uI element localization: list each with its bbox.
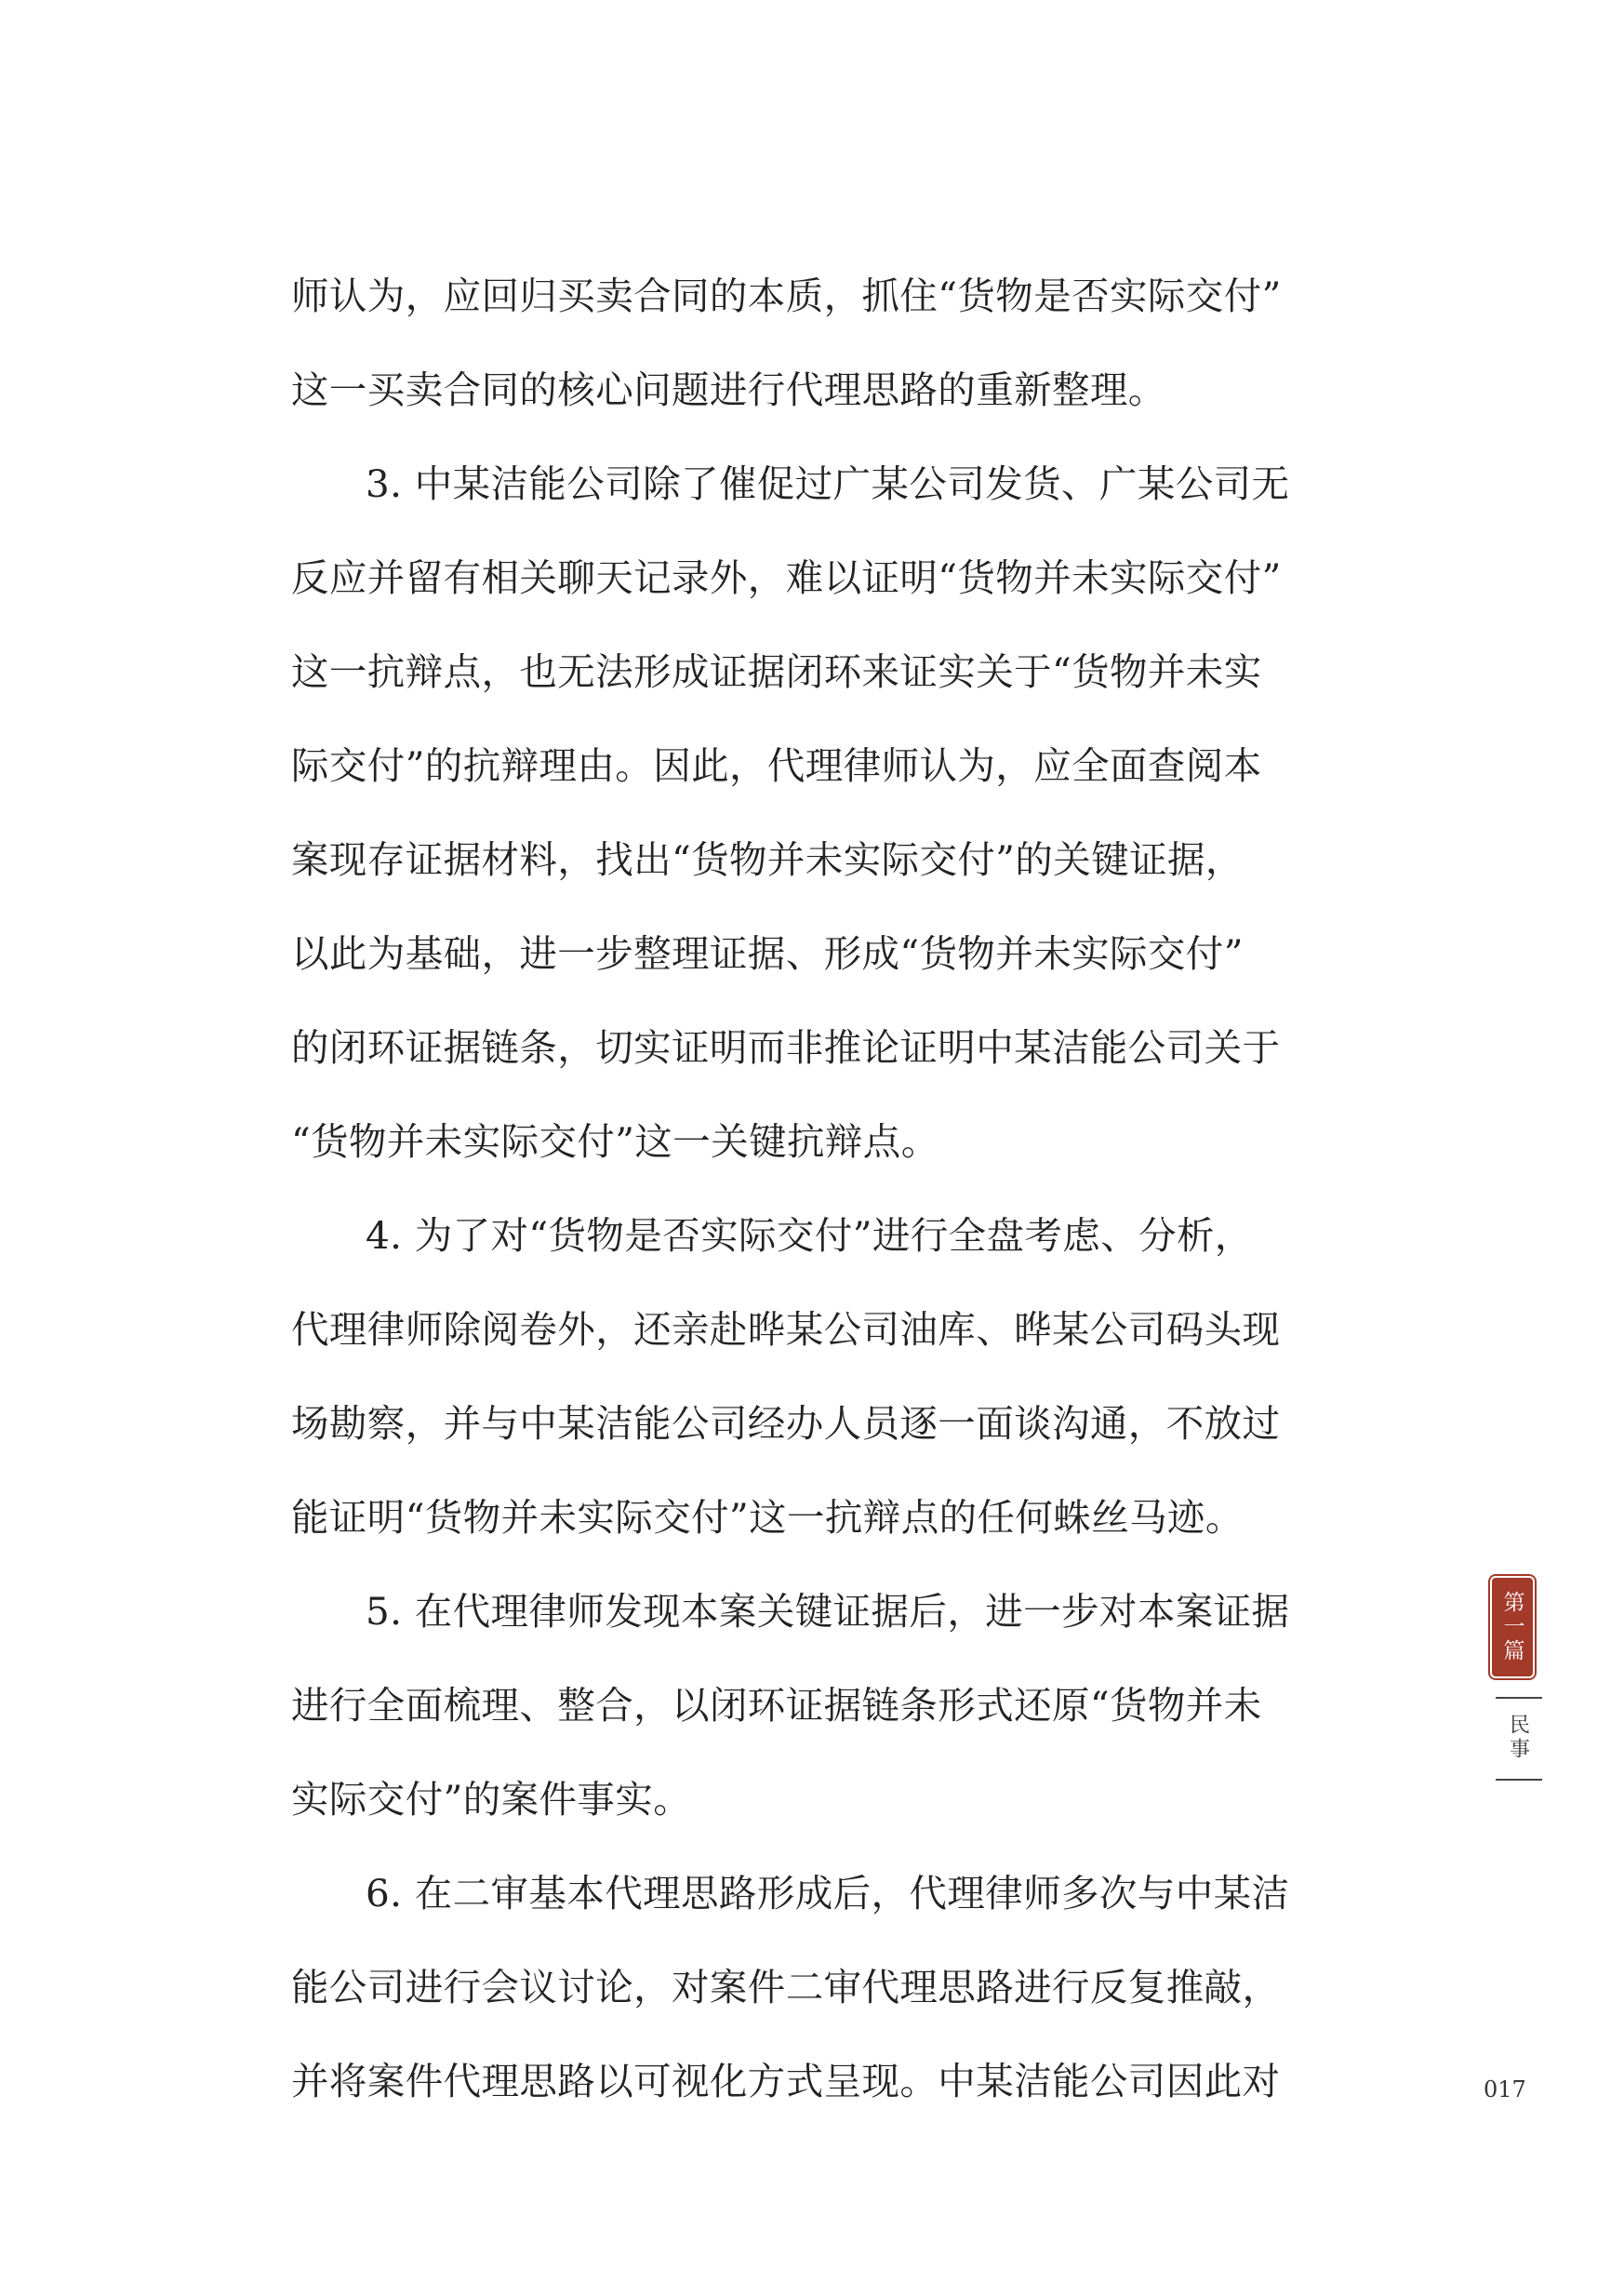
- text-line: 5. 在代理律师发现本案关键证据后，进一步对本案证据: [366, 1589, 1290, 1634]
- section-rule-bottom: [1496, 1779, 1542, 1781]
- body-text: [291, 249, 1324, 2129]
- text-line: 实际交付”的案件事实。: [291, 1777, 692, 1822]
- chapter-tab-label: 第一篇: [1499, 1591, 1524, 1663]
- text-line: 这一抗辩点，也无法形成证据闭环来证实关于“货物并未实: [291, 649, 1262, 694]
- section-label: [1498, 1710, 1538, 1766]
- section-label-text: 民事: [1506, 1714, 1530, 1762]
- text-line: 反应并留有相关聊天记录外，难以证明“货物并未实际交付”: [291, 555, 1282, 600]
- text-line: 能证明“货物并未实际交付”这一抗辩点的任何蛛丝马迹。: [291, 1495, 1244, 1540]
- text-line: 的闭环证据链条，切实证明而非推论证明中某洁能公司关于: [291, 1025, 1281, 1070]
- section-rule-top: [1496, 1697, 1542, 1699]
- text-line: 代理律师除阅卷外，还亲赴晔某公司油库、晔某公司码头现: [291, 1307, 1281, 1352]
- chapter-tab: [1492, 1578, 1533, 1676]
- page-number: 017: [1484, 2076, 1526, 2102]
- text-line: 以此为基础，进一步整理证据、形成“货物并未实际交付”: [291, 931, 1244, 976]
- text-line: 6. 在二审基本代理思路形成后，代理律师多次与中某洁: [366, 1871, 1290, 1916]
- text-line: 际交付”的抗辩理由。因此，代理律师认为，应全面查阅本: [291, 743, 1262, 788]
- text-line: 能公司进行会议讨论，对案件二审代理思路进行反复推敲，: [291, 1965, 1281, 2009]
- text-line: 并将案件代理思路以可视化方式呈现。中某洁能公司因此对: [291, 2059, 1281, 2103]
- text-line: 师认为，应回归买卖合同的本质，抓住“货物是否实际交付”: [291, 274, 1282, 318]
- text-line: “货物并未实际交付”这一关键抗辩点。: [291, 1119, 939, 1164]
- text-line: 案现存证据材料，找出“货物并未实际交付”的关键证据，: [291, 837, 1244, 882]
- text-line: 场勘察，并与中某洁能公司经办人员逐一面谈沟通，不放过: [291, 1401, 1281, 1446]
- text-line: 3. 中某洁能公司除了催促过广某公司发货、广某公司无: [366, 461, 1290, 506]
- text-line: 4. 为了对“货物是否实际交付”进行全盘考虑、分析，: [366, 1213, 1253, 1258]
- text-line: 进行全面梳理、整合，以闭环证据链条形式还原“货物并未: [291, 1683, 1262, 1728]
- text-line: 这一买卖合同的核心问题进行代理思路的重新整理。: [291, 367, 1166, 412]
